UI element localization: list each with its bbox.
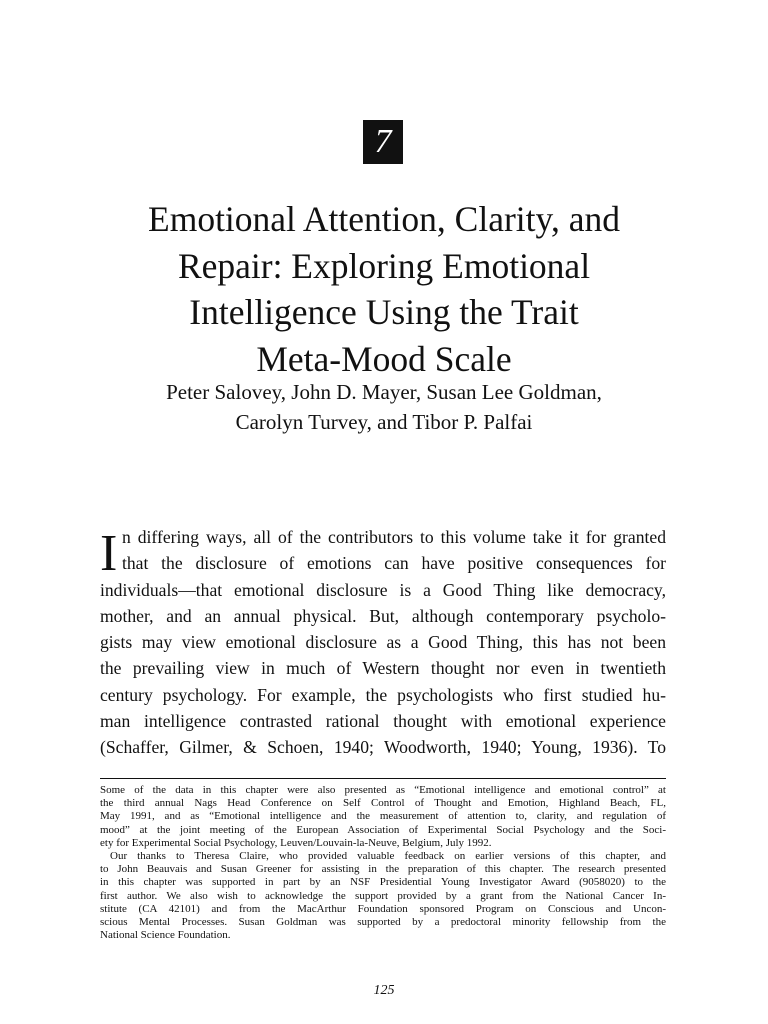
footnote-line: May 1991, and as “Emotional intelligence and the measurement of attention to, clarity, and regulation of [100,810,666,823]
footnote-line: scious Mental Processes. Susan Goldman was supported by a predoctoral minority fellowship from the [100,916,666,929]
body-line: individuals—that emotional disclosure is a Good Thing like democracy, [100,579,666,600]
body-line: gists may view emotional disclosure as a Good Thing, this has not been [100,632,666,653]
body-line: that the disclosure of emotions can have positive consequences for [122,553,666,574]
footnote-line: to John Beauvais and Susan Greener for assisting in the preparation of this chapter. The research presented [100,863,666,876]
body-line: century psychology. For example, the psychologists who first studied hu- [100,684,666,705]
footnote-line: mood” at the joint meeting of the European Association of Experimental Social Psychology and the Soci- [100,823,666,836]
footnote-line: stitute (CA 42101) and from the MacArthur Foundation sponsored Program on Conscious and Uncon- [100,902,666,915]
footnote-line: ety for Experimental Social Psychology, Leuven/Louvain-la-Neuve, Belgium, July 1992. [100,836,492,849]
footnote-line: Some of the data in this chapter were also presented as “Emotional intelligence and emotional control” at [100,784,666,796]
body-paragraph [100,524,666,761]
footnote-divider [100,778,666,779]
body-line: the prevailing view in much of Western thought nor even in twentieth [100,658,666,679]
footnote-line: Our thanks to Theresa Claire, who provided valuable feedback on earlier versions of this chapter, and [110,850,666,863]
footnote-line: first author. We also wish to acknowledge the support provided by a grant from the National Cancer In- [100,889,666,902]
author-line: Carolyn Turvey, and Tibor P. Palfai [235,410,533,434]
footnote-line: the third annual Nags Head Conference on Self Control of Thought and Emotion, Highland Beach, FL, [100,797,666,810]
footnote-line: in this chapter was supported in part by an NSF Presidential Young Investigator Award (9058020) to the [100,876,666,889]
title-line: Meta-Mood Scale [256,338,512,379]
body-line: man intelligence contrasted rational thought with emotional experience [100,711,666,732]
body-line: n differing ways, all of the contributors to this volume take it for granted [122,527,666,547]
body-line: mother, and an annual physical. But, although contemporary psycholo- [100,605,666,626]
chapter-title [60,196,708,382]
chapter-number-badge: 7 [363,120,403,164]
title-line: Repair: Exploring Emotional [177,245,591,286]
page-number: 125 [373,983,395,998]
footnote-block [100,784,666,942]
body-line: (Schaffer, Gilmer, & Schoen, 1940; Woodworth, 1940; Young, 1936). To [100,737,666,758]
author-list [60,377,708,437]
author-line: Peter Salovey, John D. Mayer, Susan Lee Goldman, [166,380,602,404]
title-line: Intelligence Using the Trait [189,292,579,332]
drop-cap: I [100,525,118,582]
title-line: Emotional Attention, Clarity, and [148,199,620,239]
footnote-line: National Science Foundation. [100,929,231,942]
